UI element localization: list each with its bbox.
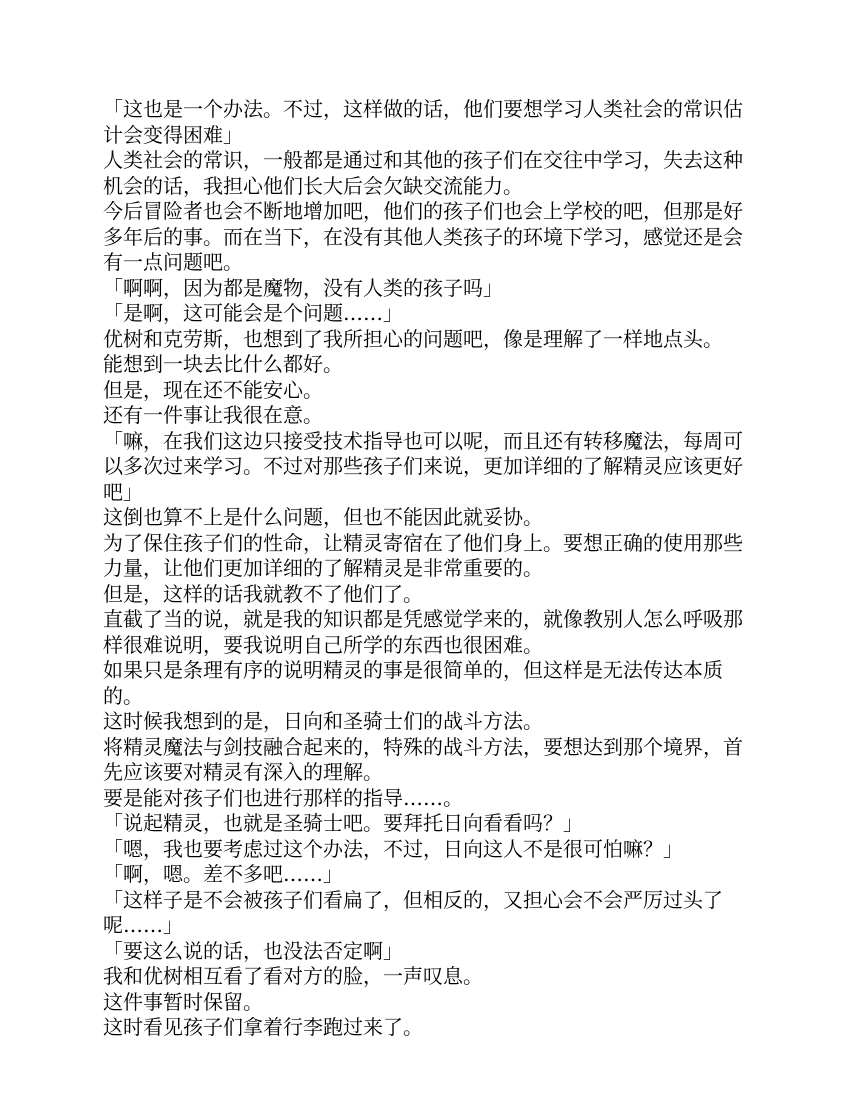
- paragraph: 「说起精灵，也就是圣骑士吧。要拜托日向看看吗？」: [103, 811, 583, 835]
- paragraph: 如果只是条理有序的说明精灵的事是很简单的，但这样是无法传达本质的。: [103, 658, 723, 708]
- paragraph: 「这样子是不会被孩子们看扁了，但相反的，又担心会不会严厉过头了呢……」: [103, 887, 723, 937]
- paragraph: 今后冒险者也会不断地增加吧，他们的孩子们也会上学校的吧，但那是好多年后的事。而在当下，在没有其他人类孩子的环境下学习，感觉还是会有一点问题吧。: [103, 199, 743, 274]
- paragraph: 「嘛，在我们这边只接受技术指导也可以呢，而且还有转移魔法，每周可以多次过来学习。不过对那些孩子们来说，更加详细的了解精灵应该更好吧」: [103, 428, 743, 504]
- paragraph: 要是能对孩子们也进行那样的指导……。: [103, 785, 463, 810]
- paragraph: 优树和克劳斯，也想到了我所担心的问题吧，像是理解了一样地点头。: [103, 326, 723, 351]
- paragraph: 还有一件事让我很在意。: [103, 403, 323, 427]
- paragraph: 能想到一块去比什么都好。: [103, 352, 343, 376]
- paragraph: 人类社会的常识，一般都是通过和其他的孩子们在交往中学习，失去这种机会的话，我担心他们长大后会欠缺交流能力。: [103, 148, 743, 198]
- paragraph: 这时候我想到的是，日向和圣骑士们的战斗方法。: [103, 709, 543, 733]
- paragraph: 但是，现在还不能安心。: [103, 377, 323, 402]
- paragraph: 但是，这样的话我就教不了他们了。: [103, 581, 423, 606]
- paragraph: 为了保住孩子们的性命，让精灵寄宿在了他们身上。要想正确的使用那些力量，让他们更加详细的了解精灵是非常重要的。: [103, 530, 743, 580]
- paragraph: 直截了当的说，就是我的知识都是凭感觉学来的，就像教别人怎么呼吸那样很难说明，要我说明自己所学的东西也很困难。: [103, 607, 743, 657]
- paragraph: 这倒也算不上是什么问题，但也不能因此就妥协。: [103, 505, 543, 529]
- paragraph: 「啊啊，因为都是魔物，没有人类的孩子吗」: [103, 275, 503, 300]
- paragraph: 这时看见孩子们拿着行李跑过来了。: [103, 1015, 423, 1039]
- paragraph: 「嗯，我也要考虑过这个办法，不过，日向这人不是很可怕嘛？」: [103, 836, 683, 861]
- paragraph: 「要这么说的话，也没法否定啊」: [103, 938, 403, 963]
- paragraph: 「这也是一个办法。不过，这样做的话，他们要想学习人类社会的常识估计会变得困难」: [103, 97, 743, 147]
- paragraph: 我和优树相互看了看对方的脸，一声叹息。: [103, 964, 483, 988]
- paragraph: 这件事暂时保留。: [103, 989, 263, 1014]
- document-page: [103, 97, 753, 1041]
- paragraph: 「是啊，这可能会是个问题……」: [103, 301, 403, 325]
- paragraph: 「啊，嗯。差不多吧……」: [103, 862, 343, 886]
- paragraph: 将精灵魔法与剑技融合起来的，特殊的战斗方法，要想达到那个境界，首先应该要对精灵有深入的理解。: [103, 734, 743, 784]
